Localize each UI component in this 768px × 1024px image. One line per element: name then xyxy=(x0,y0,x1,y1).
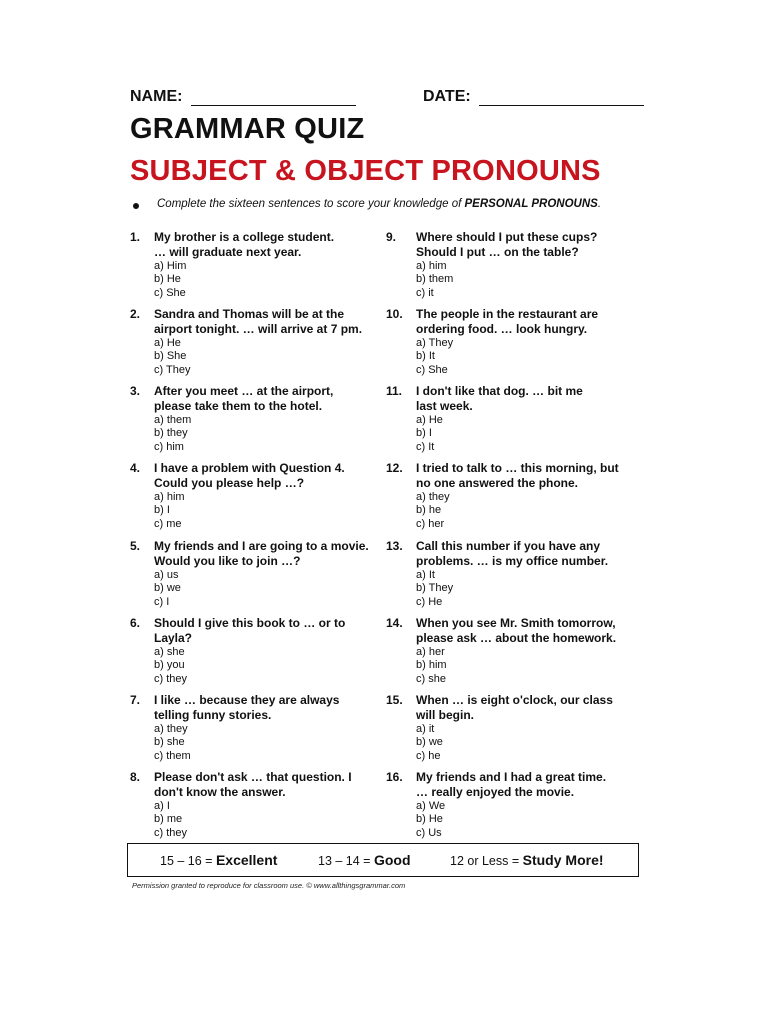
question-7 xyxy=(130,693,400,765)
question-text xyxy=(154,307,394,336)
page-title: GRAMMAR QUIZ xyxy=(130,113,365,145)
answer-option[interactable]: c) she xyxy=(416,672,446,685)
question-line: don't know the answer. xyxy=(154,784,286,799)
instructions-emphasis: PERSONAL PRONOUNS xyxy=(464,198,598,210)
answer-option[interactable]: a) It xyxy=(416,569,435,581)
question-line: will begin. xyxy=(416,707,475,722)
question-line: last week. xyxy=(416,398,473,413)
date-field[interactable] xyxy=(423,88,644,106)
answer-option[interactable]: c) She xyxy=(154,286,186,299)
question-line: please take them to the hotel. xyxy=(154,398,323,413)
answer-option[interactable]: c) they xyxy=(154,672,188,685)
question-line: please ask … about the homework. xyxy=(416,630,617,645)
answer-option[interactable]: b) It xyxy=(416,350,435,363)
question-line: My brother is a college student. xyxy=(154,230,335,244)
question-number: 12. xyxy=(386,461,403,475)
question-number: 14. xyxy=(386,616,403,630)
answer-option[interactable]: b) she xyxy=(154,736,185,749)
question-16 xyxy=(386,770,660,842)
answer-options xyxy=(154,569,181,609)
answer-option[interactable]: c) them xyxy=(154,749,191,762)
score-label: Study More! xyxy=(522,852,604,868)
question-number: 8. xyxy=(130,770,141,784)
answer-options xyxy=(416,414,443,454)
answer-option[interactable]: c) It xyxy=(416,440,435,453)
question-line: My friends and I are going to a movie. xyxy=(154,539,369,553)
question-15 xyxy=(386,693,660,765)
answer-option[interactable]: c) him xyxy=(154,440,184,453)
score-label: Good xyxy=(373,852,411,868)
answer-option[interactable]: a) her xyxy=(416,646,445,658)
question-line: Could you please help …? xyxy=(154,475,305,490)
question-1 xyxy=(130,230,400,302)
question-text xyxy=(416,693,656,722)
question-line: I have a problem with Question 4. xyxy=(154,461,345,475)
bullet-icon xyxy=(133,203,139,209)
worksheet-page xyxy=(80,45,692,980)
answer-option[interactable]: b) me xyxy=(154,813,183,826)
page-subtitle: SUBJECT & OBJECT PRONOUNS xyxy=(130,155,601,187)
question-number: 1. xyxy=(130,230,141,244)
score-range: 12 or Less = xyxy=(450,854,523,868)
question-line: When … is eight o'clock, our class xyxy=(416,693,613,707)
question-line: Should I put … on the table? xyxy=(416,244,579,259)
name-field[interactable] xyxy=(130,88,356,106)
question-text xyxy=(154,539,394,568)
question-line: I like … because they are always xyxy=(154,693,340,707)
answer-option[interactable]: c) he xyxy=(416,749,441,762)
answer-option[interactable]: b) They xyxy=(416,582,454,595)
question-11 xyxy=(386,384,660,456)
question-line: Call this number if you have any xyxy=(416,539,601,553)
score-good xyxy=(318,852,411,868)
question-5 xyxy=(130,539,400,611)
question-text xyxy=(154,230,397,259)
question-line: When you see Mr. Smith tomorrow, xyxy=(416,616,616,630)
question-9 xyxy=(386,230,660,302)
answer-option[interactable]: c) She xyxy=(416,363,448,376)
date-label: DATE: xyxy=(423,88,471,105)
answer-option[interactable]: b) him xyxy=(416,659,447,672)
score-label: Excellent xyxy=(215,852,278,868)
answer-option[interactable]: b) them xyxy=(416,273,454,286)
answer-options xyxy=(154,337,190,377)
answer-options xyxy=(154,723,191,763)
question-text xyxy=(416,384,656,413)
scoring-box xyxy=(127,843,639,877)
question-14 xyxy=(386,616,660,688)
answer-options xyxy=(416,646,447,686)
question-line: Where should I put these cups? xyxy=(416,230,598,244)
question-number: 10. xyxy=(386,307,403,321)
question-text xyxy=(416,770,656,799)
name-blank[interactable] xyxy=(191,89,356,106)
question-text xyxy=(154,384,394,413)
answer-options xyxy=(154,414,191,454)
answer-option[interactable]: a) they xyxy=(416,491,450,503)
question-number: 7. xyxy=(130,693,141,707)
footer-note: Permission granted to reproduce for classroom use. © www.allthingsgrammar.com xyxy=(132,881,406,890)
answer-option[interactable]: a) they xyxy=(154,723,188,735)
question-number: 2. xyxy=(130,307,141,321)
answer-options xyxy=(416,260,453,300)
answer-option[interactable]: c) Us xyxy=(416,826,442,839)
question-number: 4. xyxy=(130,461,141,475)
question-text xyxy=(154,461,394,490)
question-line: no one answered the phone. xyxy=(416,475,579,490)
question-12 xyxy=(386,461,660,533)
answer-option[interactable]: b) She xyxy=(154,350,187,363)
question-line: problems. … is my office number. xyxy=(416,553,609,568)
answer-option[interactable]: a) He xyxy=(154,337,181,349)
question-line: Please don't ask … that question. I xyxy=(154,770,352,784)
question-3 xyxy=(130,384,403,456)
answer-option[interactable]: a) He xyxy=(416,414,443,426)
question-text xyxy=(154,616,394,645)
question-line: Should I give this book to … or to xyxy=(154,616,346,630)
answer-option[interactable]: a) Him xyxy=(154,260,187,272)
answer-option[interactable]: b) He xyxy=(416,813,443,826)
answer-options xyxy=(154,491,185,531)
question-text xyxy=(416,461,656,490)
question-line: … really enjoyed the movie. xyxy=(416,784,575,799)
question-number: 3. xyxy=(130,384,141,398)
question-text xyxy=(416,230,656,259)
instructions-text: Complete the sixteen sentences to score your knowledge of xyxy=(157,198,465,210)
answer-option[interactable]: c) I xyxy=(154,595,170,608)
answer-option[interactable]: a) them xyxy=(154,414,192,426)
answer-option[interactable]: a) it xyxy=(416,723,435,735)
question-text xyxy=(416,539,656,568)
question-line: telling funny stories. xyxy=(154,707,272,722)
answer-option[interactable]: a) We xyxy=(416,800,446,812)
score-study-more xyxy=(450,852,604,868)
score-range: 13 – 14 = xyxy=(318,854,374,868)
question-line: … will graduate next year. xyxy=(154,244,302,259)
answer-option[interactable]: b) I xyxy=(416,427,432,440)
answer-option[interactable]: b) I xyxy=(154,504,170,517)
answer-options xyxy=(416,723,443,763)
answer-option[interactable]: b) He xyxy=(154,273,181,286)
question-number: 15. xyxy=(386,693,403,707)
question-13 xyxy=(386,539,660,611)
question-line: Layla? xyxy=(154,630,193,645)
answer-option[interactable]: c) her xyxy=(416,517,445,530)
answer-option[interactable]: c) He xyxy=(416,595,443,608)
question-6 xyxy=(130,616,400,688)
answer-option[interactable]: a) I xyxy=(154,800,170,812)
answer-options xyxy=(416,569,453,609)
question-number: 6. xyxy=(130,616,141,630)
question-line: ordering food. … look hungry. xyxy=(416,321,588,336)
answer-option[interactable]: a) him xyxy=(154,491,185,503)
question-text xyxy=(154,693,394,722)
answer-option[interactable]: c) it xyxy=(416,286,434,299)
answer-options xyxy=(416,800,445,840)
answer-option[interactable]: c) me xyxy=(154,517,182,530)
answer-option[interactable]: b) you xyxy=(154,659,185,672)
question-number: 13. xyxy=(386,539,403,553)
question-text xyxy=(416,616,656,645)
answer-option[interactable]: b) he xyxy=(416,504,442,517)
question-text xyxy=(154,770,394,799)
answer-options xyxy=(154,800,187,840)
answer-options xyxy=(154,260,186,300)
question-line: My friends and I had a great time. xyxy=(416,770,607,784)
answer-option[interactable]: a) him xyxy=(416,260,447,272)
answer-option[interactable]: a) They xyxy=(416,337,454,349)
question-number: 5. xyxy=(130,539,141,553)
name-label: NAME: xyxy=(130,88,183,105)
question-text xyxy=(416,307,656,336)
answer-option[interactable]: a) us xyxy=(154,569,179,581)
question-line: Sandra and Thomas will be at the xyxy=(154,307,345,321)
question-line: Would you like to join …? xyxy=(154,553,301,568)
question-line: airport tonight. … will arrive at 7 pm. xyxy=(154,321,363,336)
question-8 xyxy=(130,770,400,842)
question-line: I tried to talk to … this morning, but xyxy=(416,461,619,475)
question-line: I don't like that dog. … bit me xyxy=(416,384,583,398)
instructions xyxy=(157,198,601,210)
answer-option[interactable]: c) they xyxy=(154,826,188,839)
answer-option[interactable]: a) she xyxy=(154,646,185,658)
question-line: After you meet … at the airport, xyxy=(154,384,334,398)
question-number: 9. xyxy=(386,230,397,244)
question-2 xyxy=(130,307,400,379)
instructions-end: . xyxy=(597,198,602,210)
score-range: 15 – 16 = xyxy=(160,854,216,868)
date-blank[interactable] xyxy=(479,89,644,106)
question-line: The people in the restaurant are xyxy=(416,307,599,321)
score-excellent xyxy=(160,852,277,868)
answer-option[interactable]: c) They xyxy=(154,363,191,376)
question-10 xyxy=(386,307,660,379)
answer-option[interactable]: b) they xyxy=(154,427,188,440)
answer-options xyxy=(416,491,450,531)
answer-option[interactable]: b) we xyxy=(416,736,443,749)
question-4 xyxy=(130,461,400,533)
question-number: 16. xyxy=(386,770,403,784)
answer-options xyxy=(416,337,453,377)
answer-options xyxy=(154,646,187,686)
question-number: 11. xyxy=(386,384,403,398)
answer-option[interactable]: b) we xyxy=(154,582,181,595)
